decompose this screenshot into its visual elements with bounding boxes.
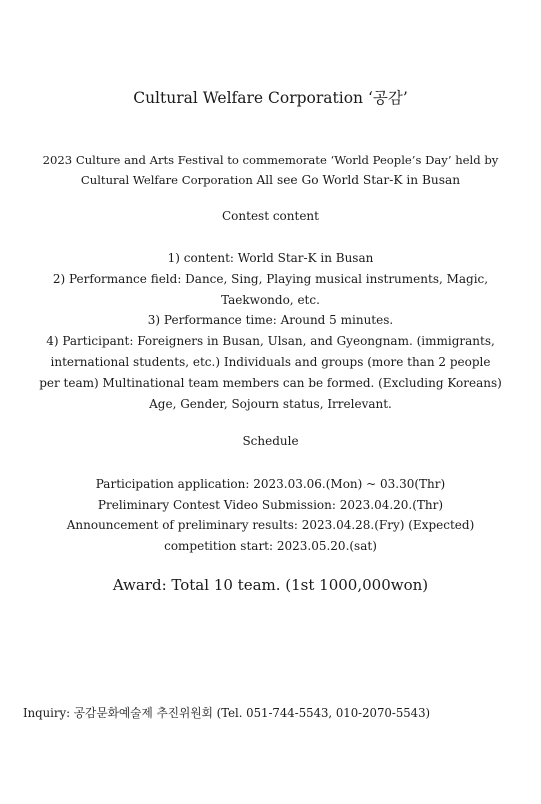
contest-line: Taekwondo, etc. <box>221 292 320 307</box>
intro-line-2-prefix: Cultural Welfare Corporation <box>80 173 257 187</box>
schedule-line: competition start: 2023.05.20.(sat) <box>164 538 377 553</box>
award-line: Award: Total 10 team. (1st 1000,000won) <box>112 576 429 594</box>
contest-line: international students, etc.) Individuals and groups (more than 2 people <box>50 354 491 369</box>
schedule-line: Participation application: 2023.03.06.(Mon) ~ 03.30(Thr) <box>95 477 446 491</box>
contest-heading: Contest content <box>221 209 319 223</box>
contest-line: 1) content: World Star-K in Busan <box>167 251 374 265</box>
intro-line-1: 2023 Culture and Arts Festival to commemorate ‘World People’s Day’ held by <box>42 153 499 167</box>
schedule-line: Preliminary Contest Video Submission: 2023.04.20.(Thr) <box>97 497 444 512</box>
contest-line: 3) Performance time: Around 5 minutes. <box>147 313 394 328</box>
contest-line: Age, Gender, Sojourn status, Irrelevant. <box>149 396 392 411</box>
festival-name: All see Go World Star-K in Busan <box>256 173 461 187</box>
contest-line: 2) Performance field: Dance, Sing, Playing musical instruments, Magic, <box>52 271 489 286</box>
contest-content <box>14 248 527 414</box>
schedule-list <box>0 474 541 556</box>
contest-line: per team) Multinational team members can be formed. (Excluding Koreans) <box>39 375 502 390</box>
contest-line: 4) Participant: Foreigners in Busan, Ulsan, and Gyeongnam. (immigrants, <box>46 334 495 349</box>
document-title: Cultural Welfare Corporation ‘공감’ <box>133 89 408 107</box>
intro-line-2 <box>0 170 541 190</box>
schedule-heading: Schedule <box>242 434 299 448</box>
intro-paragraph <box>0 150 541 190</box>
schedule-line: Announcement of preliminary results: 2023.04.28.(Fry) (Expected) <box>66 518 475 532</box>
inquiry-line: Inquiry: 공감문화예술제 추진위원회 (Tel. 051-744-5543, 010-2070-5543) <box>23 706 431 720</box>
